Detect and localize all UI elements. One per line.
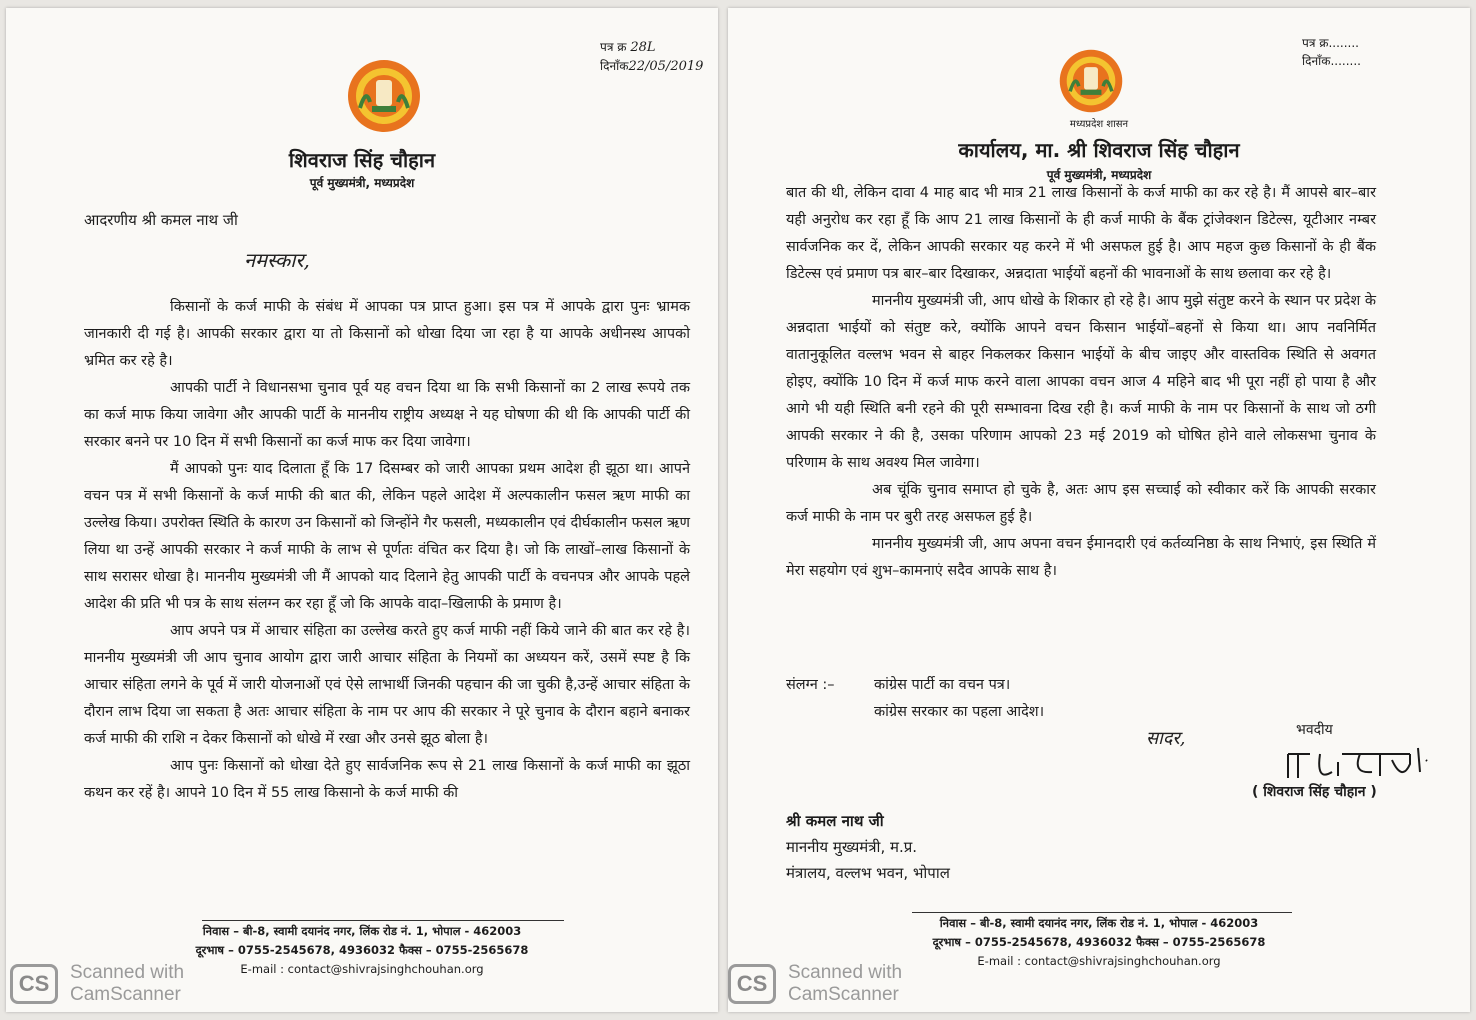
patra-label: पत्र क्र — [600, 40, 627, 54]
footer-divider — [912, 912, 1292, 913]
sadar-handwritten: सादर, — [1146, 728, 1186, 749]
greeting-handwritten: नमस्कार, — [244, 248, 310, 272]
paragraph: मैं आपको पुनः याद दिलाता हूँ कि 17 दिसम्बर को जारी आपका प्रथम आदेश ही झूठा था। आपने वचन पत्र में सभी किसानों के कर्ज माफी की बात की, लेकिन पहले आदेश में अल्पकालीन फसल ऋण माफी का उल्लेख किया। उपरोक्त स्थिति के कारण उन किसानों को जिन्होंने गैर फसली, मध्यकालीन एवं दीर्घकालीन फसल ऋण लिया था उन्हें आपकी सरकार ने कर्ज माफी के लाभ से पूर्णतः वंचित कर दिया है। जो कि लाखों–लाख किसानों के साथ सरासर धोखा है। माननीय मुख्यमंत्री जी मैं आपको याद दिलाने हेतु आपकी पार्टी के वचनपत्र और आपके पहले आदेश की प्रति भी पत्र के साथ संलग्न कर रहा हूँ जो कि आपके वादा–खिलाफी के प्रमाण है। — [84, 461, 690, 612]
letter-page-2 — [728, 8, 1470, 1012]
watermark-line-2: CamScanner — [70, 984, 181, 1005]
paragraph: आप पुनः किसानों को धोखा देते हुए सार्वजनिक रूप से 21 लाख किसानों के कर्ज माफी का झूठा कथन कर रहें है। आपने 10 दिन में 55 लाख किसानो के कर्ज माफी की — [84, 758, 690, 801]
addressee-designation: माननीय मुख्यमंत्री, म.प्र. — [786, 838, 918, 856]
addressee-block — [786, 808, 950, 886]
reference-block — [600, 38, 703, 76]
camscanner-watermark — [10, 962, 184, 1006]
mp-emblem-icon — [346, 58, 422, 134]
footer-address: निवास – बी-8, स्वामी दयानंद नगर, लिंक रोड नं. 1, भोपाल - 462003 — [202, 924, 522, 938]
bhavdiya-label: भवदीय — [1296, 722, 1333, 738]
letter-page-1 — [6, 8, 718, 1012]
camscanner-logo-icon: CS — [728, 964, 776, 1004]
addressee-name: श्री कमल नाथ जी — [786, 812, 884, 830]
watermark-line-1: Scanned with — [788, 962, 903, 983]
mp-emblem-icon — [1058, 48, 1124, 114]
footer-phone: दूरभाष – 0755-2545678, 4936032 फैक्स – 0755-2565678 — [932, 935, 1266, 949]
signature-icon — [1280, 742, 1440, 786]
paragraph: माननीय मुख्यमंत्री जी, आप अपना वचन ईमानदारी एवं कर्तव्यनिष्ठा के साथ निभाएं, इस स्थिति में मेरा सहयोग एवं शुभ–कामनाएं सदैव आपके साथ है। — [786, 536, 1376, 579]
enclosure-item: कांग्रेस पार्टी का वचन पत्र। — [874, 677, 1011, 693]
footer-email: E-mail : contact@shivrajsinghchouhan.org — [977, 954, 1221, 968]
watermark-line-2: CamScanner — [788, 984, 899, 1005]
paragraph: आप अपने पत्र में आचार संहिता का उल्लेख करते हुए कर्ज माफी नहीं किये जाने की बात कर रहे है। माननीय मुख्यमंत्री जी आप चुनाव आयोग द्वारा जारी आचार संहिता के नियमों का अध्ययन करें, उसमें स्पष्ट है कि आचार संहिता लगने के पूर्व में जारी योजनाओं एवं ऐसे लाभार्थी जिनकी पहचान की जा चुकी है,उन्हें आचार संहिता के दौरान लाभ दिया जा सकता है अतः आचार संहिता के नाम पर आप की सरकार ने पूरे चुनाव के दौरान बहाने बनाकर कर्ज माफी की राशि न देकर किसानों को धोखे में रखा और उनसे झूठ बोला है। — [84, 623, 690, 747]
dinank-label: दिनाँक — [600, 59, 629, 73]
patra-label: पत्र क्र........ — [1302, 36, 1359, 50]
enclosure-item: कांग्रेस सरकार का पहला आदेश। — [874, 704, 1045, 720]
enclosure-list — [874, 672, 1044, 726]
footer-email: E-mail : contact@shivrajsinghchouhan.org — [240, 962, 484, 976]
sender-designation: पूर्व मुख्यमंत्री, मध्यप्रदेश — [309, 176, 415, 190]
camscanner-watermark — [728, 962, 902, 1006]
watermark-line-1: Scanned with — [70, 962, 185, 983]
sender-name: शिवराज सिंह चौहान — [288, 148, 436, 172]
sender-designation: पूर्व मुख्यमंत्री, मध्यप्रदेश — [1046, 168, 1152, 182]
office-name: कार्यालय, मा. श्री शिवराज सिंह चौहान — [958, 138, 1240, 162]
paragraph: अब चूंकि चुनाव समाप्त हो चुके है, अतः आप इस सच्चाई को स्वीकार करें कि आपकी सरकार कर्ज माफी के नाम पर बुरी तरह असफल हुई है। — [786, 482, 1376, 525]
signatory-name: ( शिवराज सिंह चौहान ) — [1252, 784, 1377, 800]
salutation: आदरणीय श्री कमल नाथ जी — [84, 211, 238, 229]
paragraph: माननीय मुख्यमंत्री जी, आप धोखे के शिकार हो रहे है। आप मुझे संतुष्ट करने के स्थान पर प्रदेश के अन्नदाता भाईयों को संतुष्ट करे, क्योंकि आपने वचन किसान भाईयों–बहनों से किया था। आप नवनिर्मित वातानुकूलित वल्लभ भवन से बाहर निकलकर किसान भाईयों के बीच जाइए और वास्तविक स्थिति से अवगत होइए, क्योंकि 10 दिन में कर्ज माफ करने वाला आपका वचन आज 4 महिने बाद भी पूरा नहीं हो पाया है और आगे भी यही स्थिति बनी रहने की पूरी सम्भावना दिख रही है। कर्ज माफी के नाम पर किसानों के साथ जो ठगी आपकी सरकार ने की है, उसका परिणाम आपको 23 मई 2019 को घोषित होने वाले लोकसभा चुनाव के परिणाम के साथ अवश्य मिल जावेगा। — [786, 293, 1376, 471]
paragraph: आपकी पार्टी ने विधानसभा चुनाव पूर्व यह वचन दिया था कि सभी किसानों का 2 लाख रूपये तक का कर्ज माफ किया जावेगा और आपकी पार्टी के माननीय राष्ट्रीय अध्यक्ष ने यह घोषणा की थी कि आपकी पार्टी की सरकार बनने पर 10 दिन में सभी किसानों का कर्ज माफ कर दिया जावेगा। — [84, 380, 690, 450]
footer-divider — [202, 920, 564, 921]
letter-body-page-2 — [786, 180, 1376, 585]
footer-address: निवास – बी-8, स्वामी दयानंद नगर, लिंक रोड नं. 1, भोपाल - 462003 — [939, 916, 1259, 930]
letter-body-page-1 — [84, 294, 690, 807]
letter-date: 22/05/2019 — [628, 59, 704, 74]
paragraph: किसानों के कर्ज माफी के संबंध में आपका पत्र प्राप्त हुआ। इस पत्र में आपके द्वारा पुनः भ्रामक जानकारी दी गई है। आपकी सरकार द्वारा या तो किसानों को धोखा दिया जा रहा है या आपके अधीनस्थ आपको भ्रमित कर रहे है। — [84, 299, 690, 369]
camscanner-logo-icon: CS — [10, 964, 58, 1004]
footer-phone: दूरभाष – 0755-2545678, 4936032 फैक्स – 0755-2565678 — [195, 943, 529, 957]
addressee-address: मंत्रालय, वल्लभ भवन, भोपाल — [786, 864, 950, 882]
reference-block — [1302, 34, 1361, 70]
enclosure-label: संलग्न :– — [786, 677, 835, 693]
logo-caption: मध्यप्रदेश शासन — [1069, 119, 1129, 130]
patra-number: 28L — [630, 40, 656, 55]
dinank-label: दिनाँक........ — [1302, 54, 1361, 68]
paragraph: बात की थी, लेकिन दावा 4 माह बाद भी मात्र 21 लाख किसानों के कर्ज माफी का कर रहे है। मैं आपसे बार–बार यही अनुरोध कर रहा हूँ कि आप 21 लाख किसानों के ही कर्ज माफी के बैंक ट्रांजेक्शन डिटेल्स, यूटीआर नम्बर सार्वजनिक कर दें, लेकिन आपकी सरकार यह करने में भी असफल हुई है। आप महज कुछ किसानों के ही बैंक डिटेल्स एवं प्रमाण पत्र बार–बार दिखाकर, अन्नदाता भाईयों बहनों की भावनाओं के साथ छलावा कर रहे है। — [786, 185, 1376, 282]
